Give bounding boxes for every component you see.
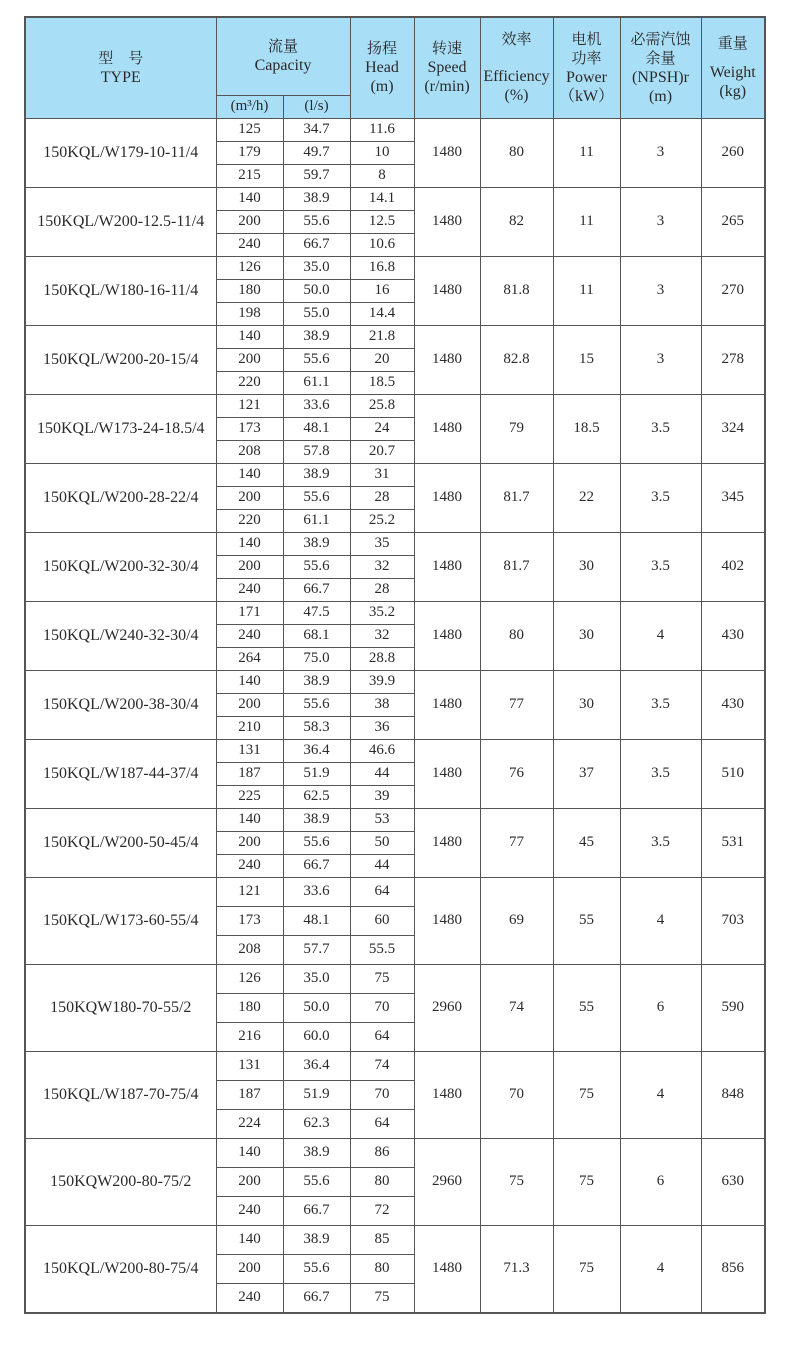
- npsh-cell: 3: [620, 187, 701, 256]
- header-type-en: TYPE: [100, 68, 141, 86]
- weight-cell: 260: [701, 118, 765, 187]
- flow-ls-cell: 38.9: [283, 187, 350, 210]
- head-cell: 12.5: [350, 210, 414, 233]
- npsh-cell: 3.5: [620, 463, 701, 532]
- flow-m3h-cell: 126: [216, 256, 283, 279]
- table-row: [25, 394, 765, 417]
- flow-ls-cell: 38.9: [283, 1225, 350, 1254]
- speed-cell: 1480: [414, 325, 480, 394]
- head-cell: 28: [350, 486, 414, 509]
- flow-m3h-cell: 121: [216, 877, 283, 906]
- efficiency-cell: 81.8: [480, 256, 553, 325]
- flow-m3h-cell: 126: [216, 964, 283, 993]
- flow-m3h-cell: 200: [216, 348, 283, 371]
- flow-m3h-cell: 180: [216, 993, 283, 1022]
- head-cell: 35: [350, 532, 414, 555]
- head-cell: 36: [350, 716, 414, 739]
- power-cell: 11: [553, 187, 620, 256]
- efficiency-cell: 80: [480, 601, 553, 670]
- power-cell: 37: [553, 739, 620, 808]
- header-unit-ls: (l/s): [283, 95, 350, 118]
- head-cell: 20.7: [350, 440, 414, 463]
- model-cell: 150KQL/W200-50-45/4: [25, 808, 216, 877]
- head-cell: 75: [350, 964, 414, 993]
- head-cell: 28.8: [350, 647, 414, 670]
- flow-ls-cell: 51.9: [283, 762, 350, 785]
- head-cell: 31: [350, 463, 414, 486]
- flow-m3h-cell: 240: [216, 624, 283, 647]
- header-npsh-en: (NPSH)r: [632, 68, 689, 86]
- power-cell: 45: [553, 808, 620, 877]
- header-npsh-zh1: 必需汽蚀: [630, 29, 691, 48]
- power-cell: 11: [553, 118, 620, 187]
- flow-ls-cell: 68.1: [283, 624, 350, 647]
- model-cell: 150KQL/W173-60-55/4: [25, 877, 216, 964]
- npsh-cell: 4: [620, 877, 701, 964]
- table-body: [25, 118, 765, 1313]
- weight-cell: 278: [701, 325, 765, 394]
- weight-cell: 531: [701, 808, 765, 877]
- header-power-en: Power: [566, 68, 607, 86]
- flow-m3h-cell: 208: [216, 440, 283, 463]
- flow-ls-cell: 38.9: [283, 1138, 350, 1167]
- flow-m3h-cell: 215: [216, 164, 283, 187]
- flow-ls-cell: 47.5: [283, 601, 350, 624]
- power-cell: 75: [553, 1051, 620, 1138]
- table-row: [25, 463, 765, 486]
- head-cell: 16: [350, 279, 414, 302]
- efficiency-cell: 77: [480, 670, 553, 739]
- npsh-cell: 3.5: [620, 739, 701, 808]
- efficiency-cell: 76: [480, 739, 553, 808]
- speed-cell: 1480: [414, 670, 480, 739]
- header-head-en: Head: [365, 59, 399, 77]
- flow-m3h-cell: 180: [216, 279, 283, 302]
- flow-ls-cell: 59.7: [283, 164, 350, 187]
- weight-cell: 270: [701, 256, 765, 325]
- flow-ls-cell: 55.6: [283, 555, 350, 578]
- flow-ls-cell: 55.6: [283, 1167, 350, 1196]
- head-cell: 80: [350, 1254, 414, 1283]
- flow-ls-cell: 50.0: [283, 279, 350, 302]
- model-cell: 150KQL/W187-70-75/4: [25, 1051, 216, 1138]
- head-cell: 64: [350, 1109, 414, 1138]
- header-power-unit: （kW）: [558, 87, 615, 105]
- table-row: [25, 1138, 765, 1167]
- flow-m3h-cell: 187: [216, 762, 283, 785]
- flow-m3h-cell: 240: [216, 854, 283, 877]
- table-row: [25, 187, 765, 210]
- efficiency-cell: 70: [480, 1051, 553, 1138]
- head-cell: 80: [350, 1167, 414, 1196]
- model-cell: 150KQL/W180-16-11/4: [25, 256, 216, 325]
- model-cell: 150KQW200-80-75/2: [25, 1138, 216, 1225]
- npsh-cell: 3.5: [620, 808, 701, 877]
- weight-cell: 630: [701, 1138, 765, 1225]
- head-cell: 72: [350, 1196, 414, 1225]
- head-cell: 39.9: [350, 670, 414, 693]
- table-header: [25, 17, 765, 118]
- power-cell: 11: [553, 256, 620, 325]
- flow-m3h-cell: 121: [216, 394, 283, 417]
- flow-ls-cell: 36.4: [283, 1051, 350, 1080]
- head-cell: 75: [350, 1283, 414, 1313]
- flow-ls-cell: 55.6: [283, 693, 350, 716]
- speed-cell: 2960: [414, 1138, 480, 1225]
- table-row: [25, 118, 765, 141]
- npsh-cell: 4: [620, 601, 701, 670]
- flow-ls-cell: 55.0: [283, 302, 350, 325]
- power-cell: 55: [553, 964, 620, 1051]
- weight-cell: 856: [701, 1225, 765, 1313]
- npsh-cell: 4: [620, 1225, 701, 1313]
- head-cell: 28: [350, 578, 414, 601]
- flow-m3h-cell: 220: [216, 509, 283, 532]
- header-type: [25, 17, 216, 118]
- head-cell: 21.8: [350, 325, 414, 348]
- model-cell: 150KQL/W173-24-18.5/4: [25, 394, 216, 463]
- power-cell: 15: [553, 325, 620, 394]
- efficiency-cell: 75: [480, 1138, 553, 1225]
- head-cell: 44: [350, 762, 414, 785]
- power-cell: 30: [553, 601, 620, 670]
- head-cell: 86: [350, 1138, 414, 1167]
- flow-ls-cell: 49.7: [283, 141, 350, 164]
- flow-ls-cell: 57.8: [283, 440, 350, 463]
- flow-m3h-cell: 240: [216, 233, 283, 256]
- speed-cell: 1480: [414, 739, 480, 808]
- head-cell: 55.5: [350, 935, 414, 964]
- flow-m3h-cell: 173: [216, 417, 283, 440]
- header-head-unit: (m): [370, 78, 394, 96]
- pump-spec-table-container: [24, 16, 764, 1314]
- flow-ls-cell: 61.1: [283, 509, 350, 532]
- header-speed: [414, 17, 480, 118]
- flow-m3h-cell: 171: [216, 601, 283, 624]
- flow-m3h-cell: 125: [216, 118, 283, 141]
- table-row: [25, 532, 765, 555]
- model-cell: 150KQL/W179-10-11/4: [25, 118, 216, 187]
- flow-ls-cell: 55.6: [283, 486, 350, 509]
- header-weight-en: Weight: [709, 64, 756, 82]
- weight-cell: 430: [701, 601, 765, 670]
- efficiency-cell: 81.7: [480, 463, 553, 532]
- header-eff-unit: (%): [504, 87, 529, 105]
- flow-m3h-cell: 220: [216, 371, 283, 394]
- table-row: [25, 256, 765, 279]
- head-cell: 44: [350, 854, 414, 877]
- flow-m3h-cell: 240: [216, 578, 283, 601]
- header-unit-m3h: (m³/h): [216, 95, 283, 118]
- flow-m3h-cell: 224: [216, 1109, 283, 1138]
- speed-cell: 1480: [414, 118, 480, 187]
- flow-m3h-cell: 200: [216, 831, 283, 854]
- npsh-cell: 4: [620, 1051, 701, 1138]
- table-row: [25, 325, 765, 348]
- table-row: [25, 877, 765, 906]
- table-row: [25, 670, 765, 693]
- efficiency-cell: 82: [480, 187, 553, 256]
- head-cell: 16.8: [350, 256, 414, 279]
- flow-m3h-cell: 140: [216, 187, 283, 210]
- flow-m3h-cell: 200: [216, 1167, 283, 1196]
- flow-m3h-cell: 208: [216, 935, 283, 964]
- efficiency-cell: 69: [480, 877, 553, 964]
- speed-cell: 1480: [414, 1225, 480, 1313]
- flow-ls-cell: 62.3: [283, 1109, 350, 1138]
- head-cell: 38: [350, 693, 414, 716]
- head-cell: 85: [350, 1225, 414, 1254]
- flow-m3h-cell: 240: [216, 1283, 283, 1313]
- flow-m3h-cell: 173: [216, 906, 283, 935]
- header-power-zh1: 电机: [571, 29, 602, 48]
- flow-ls-cell: 38.9: [283, 463, 350, 486]
- head-cell: 10: [350, 141, 414, 164]
- header-power: [553, 17, 620, 118]
- table-row: [25, 808, 765, 831]
- head-cell: 70: [350, 1080, 414, 1109]
- header-eff-zh: 效率: [501, 30, 532, 49]
- table-row: [25, 1051, 765, 1080]
- head-cell: 39: [350, 785, 414, 808]
- flow-m3h-cell: 198: [216, 302, 283, 325]
- flow-ls-cell: 35.0: [283, 964, 350, 993]
- model-cell: 150KQL/W200-12.5-11/4: [25, 187, 216, 256]
- flow-ls-cell: 38.9: [283, 808, 350, 831]
- weight-cell: 590: [701, 964, 765, 1051]
- flow-ls-cell: 48.1: [283, 906, 350, 935]
- head-cell: 18.5: [350, 371, 414, 394]
- speed-cell: 1480: [414, 808, 480, 877]
- header-npsh: [620, 17, 701, 118]
- flow-m3h-cell: 216: [216, 1022, 283, 1051]
- head-cell: 64: [350, 877, 414, 906]
- flow-m3h-cell: 240: [216, 1196, 283, 1225]
- flow-ls-cell: 66.7: [283, 1283, 350, 1313]
- power-cell: 55: [553, 877, 620, 964]
- header-speed-en: Speed: [427, 59, 467, 77]
- weight-cell: 402: [701, 532, 765, 601]
- flow-m3h-cell: 200: [216, 555, 283, 578]
- head-cell: 11.6: [350, 118, 414, 141]
- head-cell: 64: [350, 1022, 414, 1051]
- flow-m3h-cell: 140: [216, 808, 283, 831]
- efficiency-cell: 77: [480, 808, 553, 877]
- flow-ls-cell: 57.7: [283, 935, 350, 964]
- flow-ls-cell: 55.6: [283, 348, 350, 371]
- flow-m3h-cell: 140: [216, 1138, 283, 1167]
- speed-cell: 1480: [414, 601, 480, 670]
- power-cell: 18.5: [553, 394, 620, 463]
- model-cell: 150KQL/W200-80-75/4: [25, 1225, 216, 1313]
- speed-cell: 1480: [414, 256, 480, 325]
- efficiency-cell: 74: [480, 964, 553, 1051]
- header-weight-zh: 重量: [717, 34, 748, 53]
- flow-ls-cell: 62.5: [283, 785, 350, 808]
- npsh-cell: 3: [620, 256, 701, 325]
- npsh-cell: 3: [620, 325, 701, 394]
- weight-cell: 430: [701, 670, 765, 739]
- flow-ls-cell: 50.0: [283, 993, 350, 1022]
- weight-cell: 324: [701, 394, 765, 463]
- flow-ls-cell: 66.7: [283, 1196, 350, 1225]
- efficiency-cell: 82.8: [480, 325, 553, 394]
- speed-cell: 1480: [414, 877, 480, 964]
- header-speed-unit: (r/min): [424, 78, 470, 96]
- flow-m3h-cell: 264: [216, 647, 283, 670]
- flow-m3h-cell: 200: [216, 210, 283, 233]
- power-cell: 30: [553, 670, 620, 739]
- efficiency-cell: 81.7: [480, 532, 553, 601]
- flow-ls-cell: 51.9: [283, 1080, 350, 1109]
- head-cell: 60: [350, 906, 414, 935]
- header-capacity: [216, 17, 350, 95]
- head-cell: 50: [350, 831, 414, 854]
- flow-ls-cell: 38.9: [283, 532, 350, 555]
- power-cell: 30: [553, 532, 620, 601]
- head-cell: 35.2: [350, 601, 414, 624]
- model-cell: 150KQL/W200-28-22/4: [25, 463, 216, 532]
- power-cell: 75: [553, 1138, 620, 1225]
- flow-ls-cell: 66.7: [283, 233, 350, 256]
- flow-ls-cell: 60.0: [283, 1022, 350, 1051]
- npsh-cell: 6: [620, 1138, 701, 1225]
- flow-ls-cell: 38.9: [283, 325, 350, 348]
- speed-cell: 1480: [414, 394, 480, 463]
- flow-m3h-cell: 140: [216, 325, 283, 348]
- speed-cell: 1480: [414, 463, 480, 532]
- flow-m3h-cell: 179: [216, 141, 283, 164]
- head-cell: 74: [350, 1051, 414, 1080]
- model-cell: 150KQL/W200-32-30/4: [25, 532, 216, 601]
- header-eff-en: Efficiency: [483, 68, 550, 86]
- flow-ls-cell: 55.6: [283, 831, 350, 854]
- model-cell: 150KQL/W240-32-30/4: [25, 601, 216, 670]
- table-row: [25, 601, 765, 624]
- npsh-cell: 3: [620, 118, 701, 187]
- header-npsh-unit: (m): [648, 87, 673, 105]
- head-cell: 46.6: [350, 739, 414, 762]
- flow-ls-cell: 35.0: [283, 256, 350, 279]
- flow-m3h-cell: 131: [216, 739, 283, 762]
- power-cell: 75: [553, 1225, 620, 1313]
- header-head: [350, 17, 414, 118]
- flow-ls-cell: 33.6: [283, 394, 350, 417]
- head-cell: 25.2: [350, 509, 414, 532]
- flow-m3h-cell: 140: [216, 532, 283, 555]
- weight-cell: 703: [701, 877, 765, 964]
- flow-ls-cell: 55.6: [283, 210, 350, 233]
- model-cell: 150KQL/W200-20-15/4: [25, 325, 216, 394]
- model-cell: 150KQW180-70-55/2: [25, 964, 216, 1051]
- speed-cell: 1480: [414, 187, 480, 256]
- flow-ls-cell: 38.9: [283, 670, 350, 693]
- head-cell: 25.8: [350, 394, 414, 417]
- npsh-cell: 3.5: [620, 670, 701, 739]
- header-capacity-zh: 流量: [267, 37, 298, 56]
- npsh-cell: 3.5: [620, 394, 701, 463]
- flow-ls-cell: 36.4: [283, 739, 350, 762]
- head-cell: 14.4: [350, 302, 414, 325]
- header-power-zh2: 功率: [571, 48, 602, 67]
- table-row: [25, 1225, 765, 1254]
- flow-ls-cell: 61.1: [283, 371, 350, 394]
- flow-m3h-cell: 225: [216, 785, 283, 808]
- head-cell: 32: [350, 555, 414, 578]
- flow-m3h-cell: 140: [216, 463, 283, 486]
- header-weight: [701, 17, 765, 118]
- head-cell: 10.6: [350, 233, 414, 256]
- table-row: [25, 964, 765, 993]
- flow-m3h-cell: 140: [216, 1225, 283, 1254]
- efficiency-cell: 79: [480, 394, 553, 463]
- flow-ls-cell: 55.6: [283, 1254, 350, 1283]
- flow-m3h-cell: 200: [216, 693, 283, 716]
- flow-m3h-cell: 200: [216, 486, 283, 509]
- header-head-zh: 扬程: [366, 39, 397, 58]
- header-type-zh: 型 号: [98, 48, 144, 67]
- head-cell: 8: [350, 164, 414, 187]
- flow-ls-cell: 58.3: [283, 716, 350, 739]
- weight-cell: 265: [701, 187, 765, 256]
- flow-ls-cell: 34.7: [283, 118, 350, 141]
- model-cell: 150KQL/W187-44-37/4: [25, 739, 216, 808]
- head-cell: 70: [350, 993, 414, 1022]
- model-cell: 150KQL/W200-38-30/4: [25, 670, 216, 739]
- flow-m3h-cell: 187: [216, 1080, 283, 1109]
- flow-ls-cell: 75.0: [283, 647, 350, 670]
- flow-ls-cell: 33.6: [283, 877, 350, 906]
- npsh-cell: 3.5: [620, 532, 701, 601]
- weight-cell: 848: [701, 1051, 765, 1138]
- efficiency-cell: 71.3: [480, 1225, 553, 1313]
- flow-m3h-cell: 131: [216, 1051, 283, 1080]
- head-cell: 32: [350, 624, 414, 647]
- speed-cell: 1480: [414, 1051, 480, 1138]
- header-speed-zh: 转速: [431, 39, 462, 58]
- flow-m3h-cell: 210: [216, 716, 283, 739]
- flow-m3h-cell: 200: [216, 1254, 283, 1283]
- pump-spec-table: [24, 16, 766, 1314]
- speed-cell: 1480: [414, 532, 480, 601]
- header-efficiency: [480, 17, 553, 118]
- flow-m3h-cell: 140: [216, 670, 283, 693]
- header-weight-unit: (kg): [719, 83, 747, 101]
- weight-cell: 345: [701, 463, 765, 532]
- efficiency-cell: 80: [480, 118, 553, 187]
- table-row: [25, 739, 765, 762]
- flow-ls-cell: 66.7: [283, 578, 350, 601]
- head-cell: 20: [350, 348, 414, 371]
- flow-ls-cell: 48.1: [283, 417, 350, 440]
- head-cell: 53: [350, 808, 414, 831]
- npsh-cell: 6: [620, 964, 701, 1051]
- speed-cell: 2960: [414, 964, 480, 1051]
- weight-cell: 510: [701, 739, 765, 808]
- header-capacity-en: Capacity: [254, 57, 312, 75]
- flow-ls-cell: 66.7: [283, 854, 350, 877]
- power-cell: 22: [553, 463, 620, 532]
- head-cell: 24: [350, 417, 414, 440]
- head-cell: 14.1: [350, 187, 414, 210]
- header-npsh-zh2: 余量: [645, 48, 676, 67]
